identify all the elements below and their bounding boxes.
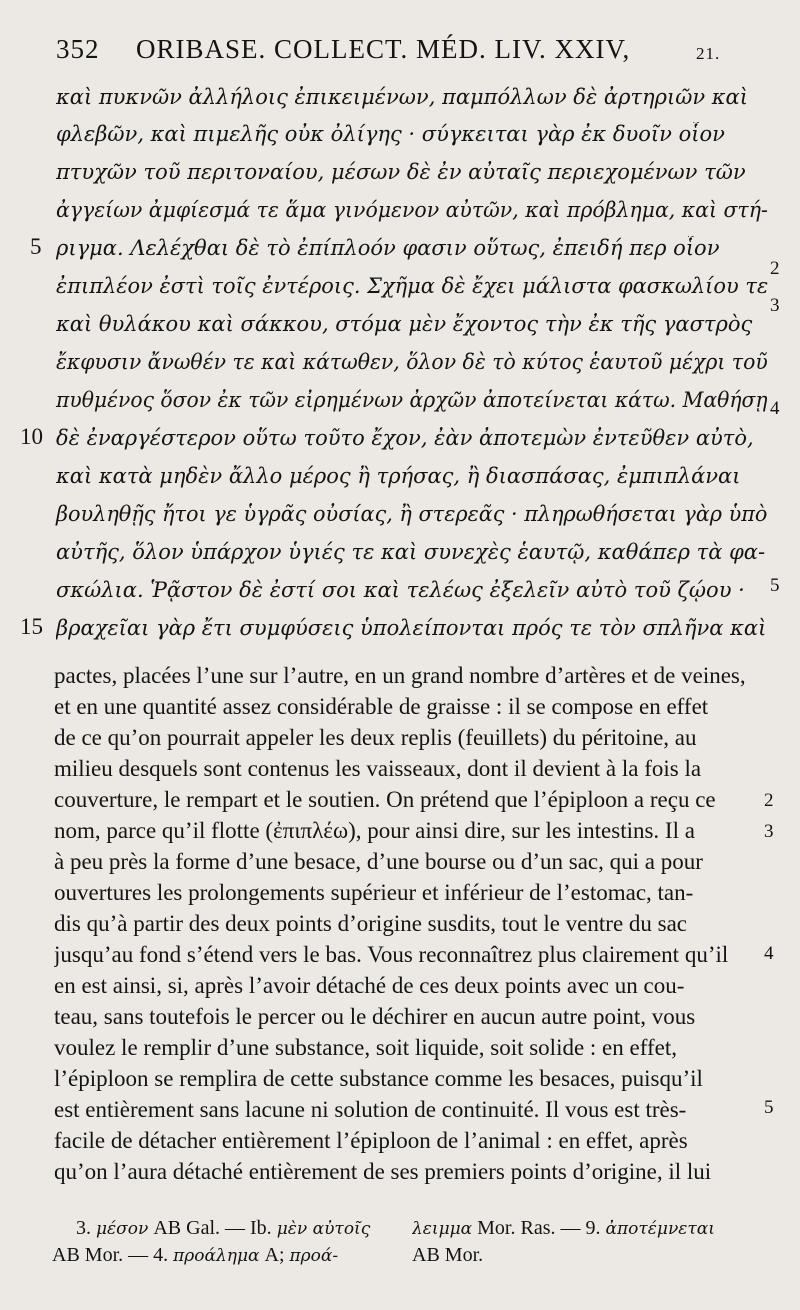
greek-line: πυθμένος ὅσον ἐκ τῶν εἰρημένων ἀρχῶν ἀποτείνεται κάτω. Μαθήσῃ [56, 388, 768, 412]
line-number: 15 [20, 614, 43, 639]
french-line: de ce qu’on pourrait appeler les deux replis (feuillets) du péritoine, au [54, 725, 697, 750]
greek-line: καὶ πυκνῶν ἀλλήλοις ἐπικειμένων, παμπόλλων δὲ ἀρτηριῶν καὶ [56, 85, 748, 109]
footnote-text: A; [264, 1244, 285, 1266]
footnote-ref: 3. [76, 1217, 91, 1239]
greek-line: βραχεῖαι γὰρ ἔτι συμφύσεις ὑπολείπονται πρός τε τὸν σπλῆνα καὶ [56, 616, 767, 640]
french-line: et en une quantité assez considérable de graisse : il se compose en effet [54, 694, 709, 719]
footnote-greek: μέσον [96, 1219, 149, 1239]
french-line: en est ainsi, si, après l’avoir détaché de ces deux points avec un cou- [54, 973, 685, 998]
greek-line: σκώλια. Ῥᾷστον δὲ ἐστί σοι καὶ τελέως ἐξελεῖν αὐτὸ τοῦ ζῴου · [56, 578, 745, 602]
french-line: qu’on l’aura détaché entièrement de ses premiers points d’origine, il lui [54, 1159, 712, 1184]
greek-line: φλεβῶν, καὶ πιμελῆς οὐκ ὀλίγης · σύγκειται γὰρ ἐκ δυοῖν οἷον [56, 122, 725, 146]
greek-line: ἐπιπλέον ἐστὶ τοῖς ἐντέροις. Σχῆμα δὲ ἔχει μάλιστα φασκωλίου τε [56, 274, 769, 298]
margin-number: 4 [770, 398, 780, 419]
french-line: à peu près la forme d’une besace, d’une bourse ou d’un sac, qui a pour [54, 849, 703, 874]
running-head: ORIBASE. COLLECT. MÉD. LIV. XXIV, [136, 34, 631, 64]
footnote-greek: λειμμα [412, 1219, 473, 1239]
french-line: l’épiploon se remplira de cette substance comme les besaces, puisqu’il [54, 1066, 703, 1091]
margin-number: 5 [770, 575, 780, 596]
french-line: milieu desquels sont contenus les vaisseaux, dont il devient à la fois la [54, 756, 702, 781]
french-line: facile de détacher entièrement l’épiploon de l’animal : en effet, après [54, 1128, 688, 1153]
section-number: 21. [696, 44, 721, 63]
greek-line: ριγμα. Λελέχθαι δὲ τὸ ἐπίπλοόν φασιν οὕτως, ἐπειδή περ οἷον [56, 236, 720, 260]
margin-number: 4 [764, 943, 774, 964]
margin-number: 5 [764, 1097, 774, 1118]
footnote-line [52, 1244, 392, 1267]
greek-line: ἔκφυσιν ἄνωθέν τε καὶ κάτωθεν, ὅλον δὲ τὸ κύτος ἑαυτοῦ μέχρι τοῦ [56, 350, 768, 374]
french-line: est entièrement sans lacune ni solution de continuité. Il vous est très- [54, 1097, 687, 1122]
footnote-text: AB Mor. [412, 1244, 484, 1266]
footnote-text: AB Mor. — 4. [52, 1244, 169, 1266]
line-number: 5 [30, 234, 42, 259]
footnote-line [412, 1217, 764, 1240]
greek-line: καὶ κατὰ μηδὲν ἄλλο μέρος ἢ τρήσας, ἢ διασπάσας, ἐμπιπλάναι [56, 464, 741, 488]
footnote-greek: ἀποτέμνεται [605, 1219, 715, 1239]
margin-number: 3 [764, 821, 774, 842]
french-line: couverture, le rempart et le soutien. On prétend que l’épiploon a reçu ce [54, 787, 716, 812]
greek-line: δὲ ἐναργέστερον οὕτω τοῦτο ἔχον, ἐὰν ἀποτεμὼν ἐντεῦθεν αὐτὸ, [56, 426, 754, 450]
french-line: jusqu’au fond s’étend vers le bas. Vous reconnaîtrez plus clairement qu’il [54, 942, 729, 967]
footnote-text: Mor. Ras. — 9. [477, 1217, 601, 1239]
page-number: 352 [56, 34, 100, 64]
greek-line: βουληθῇς ἤτοι γε ὑγρᾶς οὐσίας, ἢ στερεᾶς · πληρωθήσεται γὰρ ὑπὸ [56, 502, 768, 526]
margin-number: 2 [764, 790, 774, 811]
greek-line: ἀγγείων ἀμφίεσμά τε ἅμα γινόμενον αὐτῶν, καὶ πρόβλημα, καὶ στή- [56, 198, 768, 222]
footnote-text: AB Gal. — Ib. [153, 1217, 272, 1239]
footnote-line [76, 1217, 406, 1240]
greek-line: πτυχῶν τοῦ περιτοναίου, μέσων δὲ ἐν αὐταῖς περιεχομένων τῶν [56, 160, 746, 184]
margin-number: 2 [770, 258, 780, 279]
greek-line: καὶ θυλάκου καὶ σάκκου, στόμα μὲν ἔχοντος τὴν ἐκ τῆς γαστρὸς [56, 312, 753, 336]
french-line: nom, parce qu’il flotte (ἐπιπλέω), pour ainsi dire, sur les intestins. Il a [54, 818, 695, 843]
line-number: 10 [20, 424, 43, 449]
french-line: teau, sans toutefois le percer ou le déchirer en aucun autre point, vous [54, 1004, 696, 1029]
footnote-line [412, 1244, 612, 1267]
footnote-greek: προά- [289, 1246, 339, 1266]
french-line: pactes, placées l’une sur l’autre, en un grand nombre d’artères et de veines, [54, 663, 746, 688]
french-line: ouvertures les prolongements supérieur et inférieur de l’estomac, tan- [54, 880, 694, 905]
footnote-greek: μὲν αὐτοῖς [276, 1219, 371, 1239]
french-line: voulez le remplir d’une substance, soit liquide, soit solide : en effet, [54, 1035, 677, 1060]
page-header [56, 34, 756, 68]
greek-line: αὐτῆς, ὅλον ὑπάρχον ὑγιές τε καὶ συνεχὲς ἑαυτῷ, καθάπερ τὰ φα- [56, 540, 766, 564]
footnote-greek: προάλημα [173, 1246, 260, 1266]
french-line: dis qu’à partir des deux points d’origine susdits, tout le ventre du sac [54, 911, 688, 936]
margin-number: 3 [770, 295, 780, 316]
